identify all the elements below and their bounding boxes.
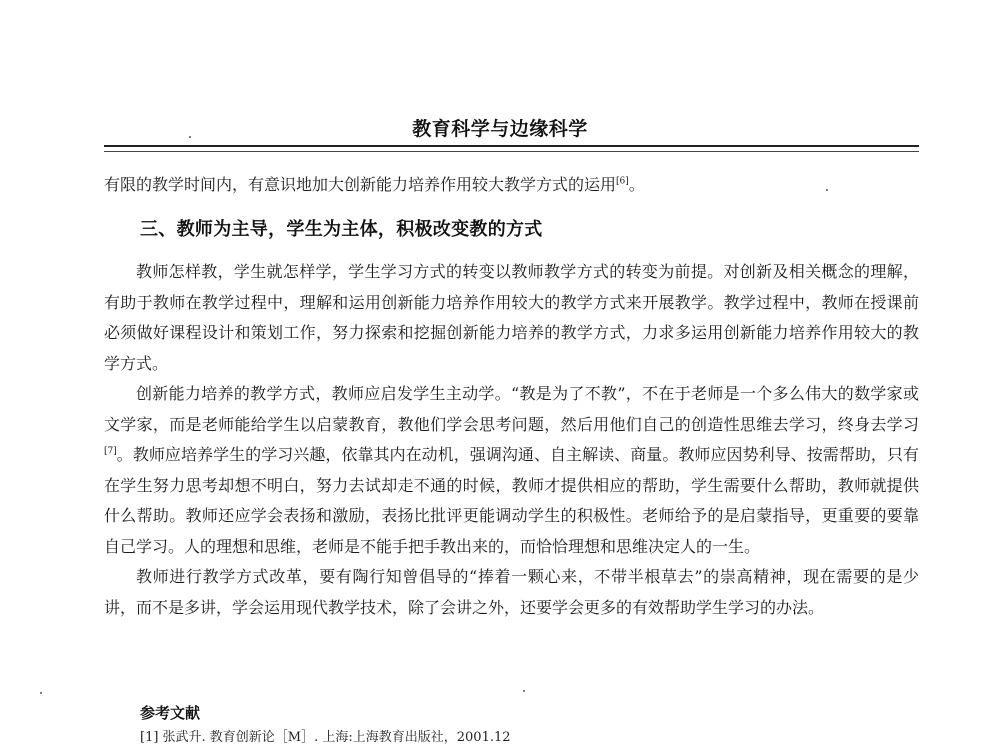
section-body [104, 257, 919, 623]
scan-speck [40, 692, 42, 694]
continuation-text: 有限的教学时间内，有意识地加大创新能力培养作用较大教学方式的运用 [104, 175, 617, 194]
running-header: 教育科学与边缘科学 [412, 118, 588, 140]
reference-item: [1] 张武升. 教育创新论［M］. 上海:上海教育出版社，2001.12 [140, 730, 511, 745]
paragraph-text: 教师怎样教，学生就怎样学，学生学习方式的转变以教师教学方式的转变为前提。对创新及相关概念的理解，有助于教师在教学过程中，理解和运用创新能力培养作用较大的教学方式来开展教学。教学过程中，教师在授课前必须做好课程设计和策划工作，努力探索和挖掘创新能力培养的教学方式，力求多运用创新能力培养作用较大的教学方式。 [104, 262, 919, 373]
references-heading: 参考文献 [140, 704, 201, 722]
body-paragraph [104, 562, 919, 623]
citation-marker: [6] [616, 176, 629, 187]
paragraph-text: 教师进行教学方式改革，要有陶行知曾倡导的“捧着一颗心来，不带半根草去”的崇高精神，现在需要的是少讲，而不是多讲，学会运用现代教学技术，除了会讲之外，还要学会更多的有效帮助学生学习的办法。 [104, 567, 919, 617]
scan-speck [523, 690, 525, 692]
header-rule-thin [104, 151, 919, 152]
body-paragraph [104, 257, 919, 379]
header-rule-thick [104, 145, 919, 147]
citation-marker: [7] [104, 446, 117, 457]
continuation-tail: 。 [628, 175, 645, 194]
body-paragraph [104, 379, 919, 562]
paragraph-text: 。教师应培养学生的学习兴趣，依靠其内在动机，强调沟通、自主解读、商量。教师应因势利导、按需帮助，只有在学生努力思考却想不明白，努力去试却走不通的时候，教师才提供相应的帮助，学生需要什么帮助，教师就提供什么帮助。教师还应学会表扬和激励，表扬比批评更能调动学生的积极性。老师给予的是启蒙指导，更重要的要靠自己学习。人的理想和思维，老师是不能手把手教出来的，而恰恰理想和思维决定人的一生。 [104, 445, 919, 556]
paragraph-text: 创新能力培养的教学方式，教师应启发学生主动学。“教是为了不教”，不在于老师是一个多么伟大的数学家或文学家，而是老师能给学生以启蒙教育，教他们学会思考问题，然后用他们自己的创造性思维去学习，终身去学习 [104, 384, 919, 434]
section-heading: 三、教师为主导，学生为主体，积极改变教的方式 [140, 219, 543, 240]
continuation-paragraph [104, 170, 919, 201]
